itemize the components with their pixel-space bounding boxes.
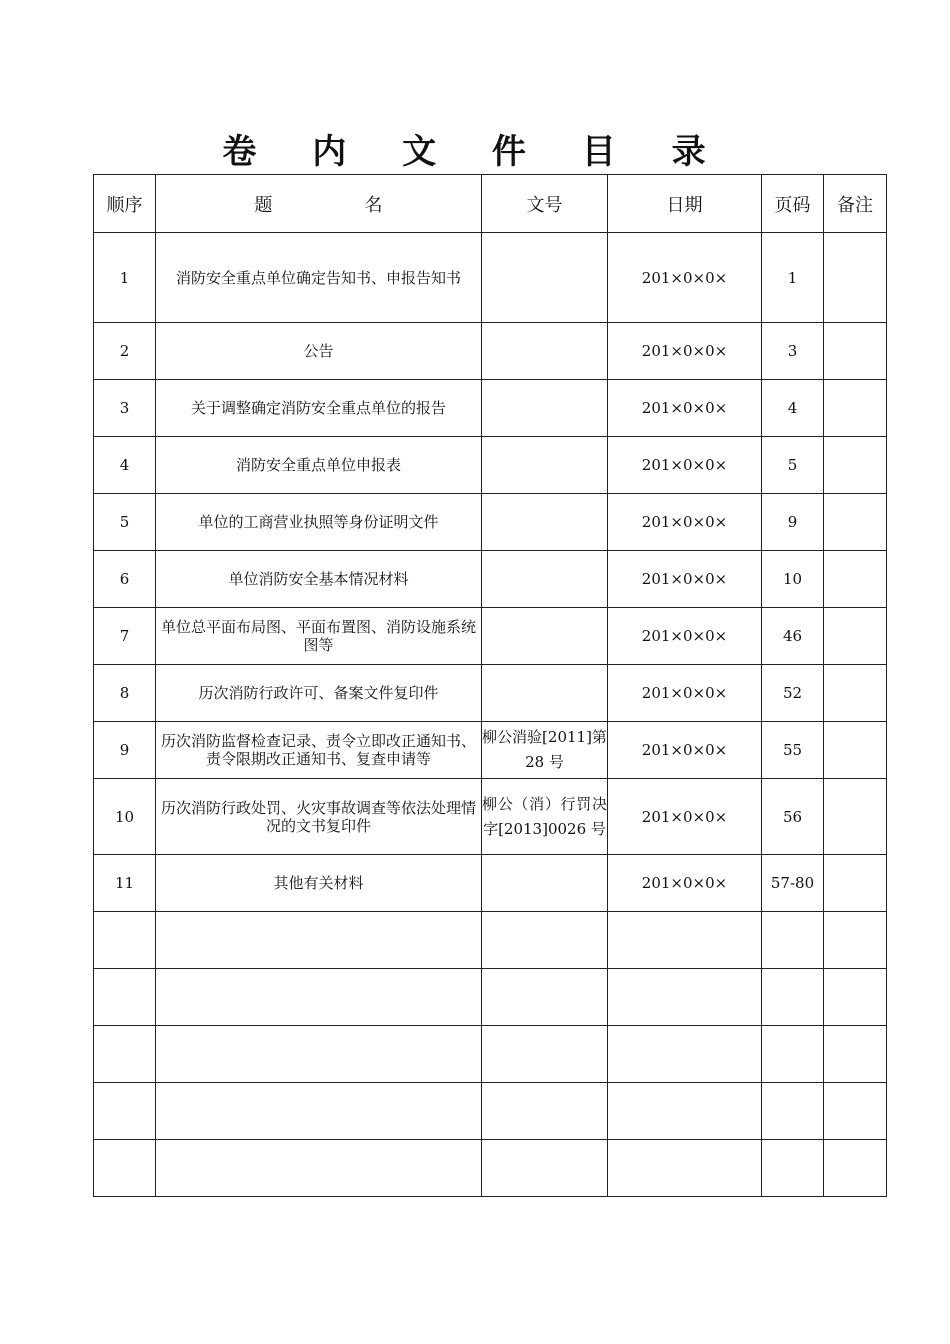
cell-page: 9 (762, 494, 824, 551)
cell-note (824, 1026, 887, 1083)
header-docno: 文号 (482, 175, 608, 233)
cell-note (824, 969, 887, 1026)
table-row (94, 437, 887, 494)
cell-date: 201×0×0× (608, 665, 762, 722)
table-row (94, 779, 887, 855)
cell-seq: 6 (94, 551, 156, 608)
cell-date: 201×0×0× (608, 722, 762, 779)
cell-seq (94, 1083, 156, 1140)
cell-title (156, 969, 482, 1026)
cell-seq: 2 (94, 323, 156, 380)
table-row (94, 855, 887, 912)
table-row (94, 665, 887, 722)
header-note: 备注 (824, 175, 887, 233)
cell-title: 公告 (156, 323, 482, 380)
cell-page (762, 1083, 824, 1140)
cell-page: 1 (762, 233, 824, 323)
cell-seq: 11 (94, 855, 156, 912)
cell-date: 201×0×0× (608, 323, 762, 380)
cell-docno (482, 969, 608, 1026)
cell-docno (482, 380, 608, 437)
cell-page: 56 (762, 779, 824, 855)
table-row (94, 912, 887, 969)
cell-date (608, 1140, 762, 1197)
cell-page: 46 (762, 608, 824, 665)
cell-page (762, 1026, 824, 1083)
cell-docno (482, 1026, 608, 1083)
cell-seq: 7 (94, 608, 156, 665)
table-row (94, 608, 887, 665)
cell-date: 201×0×0× (608, 233, 762, 323)
cell-note (824, 323, 887, 380)
cell-date: 201×0×0× (608, 380, 762, 437)
cell-title (156, 1083, 482, 1140)
cell-seq: 10 (94, 779, 156, 855)
table-row (94, 1026, 887, 1083)
cell-docno (482, 855, 608, 912)
cell-seq: 1 (94, 233, 156, 323)
cell-page: 52 (762, 665, 824, 722)
cell-page: 55 (762, 722, 824, 779)
cell-title: 单位总平面布局图、平面布置图、消防设施系统图等 (156, 608, 482, 665)
cell-docno (482, 551, 608, 608)
header-seq: 顺序 (94, 175, 156, 233)
cell-title: 单位消防安全基本情况材料 (156, 551, 482, 608)
cell-date: 201×0×0× (608, 494, 762, 551)
cell-date: 201×0×0× (608, 437, 762, 494)
cell-docno (482, 912, 608, 969)
cell-page (762, 969, 824, 1026)
cell-note (824, 722, 887, 779)
cell-seq: 4 (94, 437, 156, 494)
cell-note (824, 779, 887, 855)
cell-date: 201×0×0× (608, 608, 762, 665)
table-header-row (94, 175, 887, 233)
cell-title: 其他有关材料 (156, 855, 482, 912)
cell-docno (482, 494, 608, 551)
cell-note (824, 551, 887, 608)
cell-docno (482, 1083, 608, 1140)
table-row (94, 722, 887, 779)
cell-date: 201×0×0× (608, 551, 762, 608)
header-title-right: 名 (364, 194, 383, 216)
file-catalog-table (93, 174, 887, 1197)
cell-title (156, 1026, 482, 1083)
cell-title: 关于调整确定消防安全重点单位的报告 (156, 380, 482, 437)
table-row (94, 1083, 887, 1140)
cell-seq (94, 912, 156, 969)
cell-date (608, 1083, 762, 1140)
cell-note (824, 665, 887, 722)
cell-date (608, 912, 762, 969)
table-row (94, 233, 887, 323)
header-title (156, 175, 482, 233)
cell-docno (482, 323, 608, 380)
cell-page: 4 (762, 380, 824, 437)
cell-seq: 8 (94, 665, 156, 722)
header-page: 页码 (762, 175, 824, 233)
table-row (94, 969, 887, 1026)
cell-title: 消防安全重点单位申报表 (156, 437, 482, 494)
cell-page: 5 (762, 437, 824, 494)
cell-note (824, 494, 887, 551)
table-row (94, 323, 887, 380)
cell-title: 历次消防行政许可、备案文件复印件 (156, 665, 482, 722)
cell-seq: 9 (94, 722, 156, 779)
cell-page: 10 (762, 551, 824, 608)
cell-seq (94, 1140, 156, 1197)
table-row (94, 1140, 887, 1197)
cell-docno (482, 437, 608, 494)
cell-page: 3 (762, 323, 824, 380)
cell-note (824, 855, 887, 912)
cell-title: 消防安全重点单位确定告知书、申报告知书 (156, 233, 482, 323)
cell-docno (482, 608, 608, 665)
cell-date: 201×0×0× (608, 855, 762, 912)
cell-docno (482, 233, 608, 323)
cell-title (156, 912, 482, 969)
cell-note (824, 1140, 887, 1197)
cell-seq (94, 969, 156, 1026)
cell-title: 单位的工商营业执照等身份证明文件 (156, 494, 482, 551)
cell-title: 历次消防行政处罚、火灾事故调查等依法处理情况的文书复印件 (156, 779, 482, 855)
cell-note (824, 1083, 887, 1140)
cell-seq: 3 (94, 380, 156, 437)
cell-page (762, 912, 824, 969)
cell-docno: 柳公（消）行罚决字[2013]0026 号 (482, 779, 608, 855)
cell-note (824, 437, 887, 494)
cell-note (824, 912, 887, 969)
cell-date (608, 969, 762, 1026)
cell-date: 201×0×0× (608, 779, 762, 855)
cell-seq: 5 (94, 494, 156, 551)
header-title-left: 题 (254, 194, 273, 216)
cell-page (762, 1140, 824, 1197)
table-row (94, 380, 887, 437)
table-row (94, 494, 887, 551)
page-title: 卷 内 文 件 目 录 (222, 132, 728, 172)
cell-note (824, 380, 887, 437)
cell-docno: 柳公消验[2011]第 28 号 (482, 722, 608, 779)
cell-page: 57-80 (762, 855, 824, 912)
cell-docno (482, 1140, 608, 1197)
cell-title (156, 1140, 482, 1197)
header-date: 日期 (608, 175, 762, 233)
table-row (94, 551, 887, 608)
cell-date (608, 1026, 762, 1083)
cell-docno (482, 665, 608, 722)
cell-note (824, 233, 887, 323)
cell-note (824, 608, 887, 665)
cell-title: 历次消防监督检查记录、责令立即改正通知书、责令限期改正通知书、复查申请等 (156, 722, 482, 779)
cell-seq (94, 1026, 156, 1083)
